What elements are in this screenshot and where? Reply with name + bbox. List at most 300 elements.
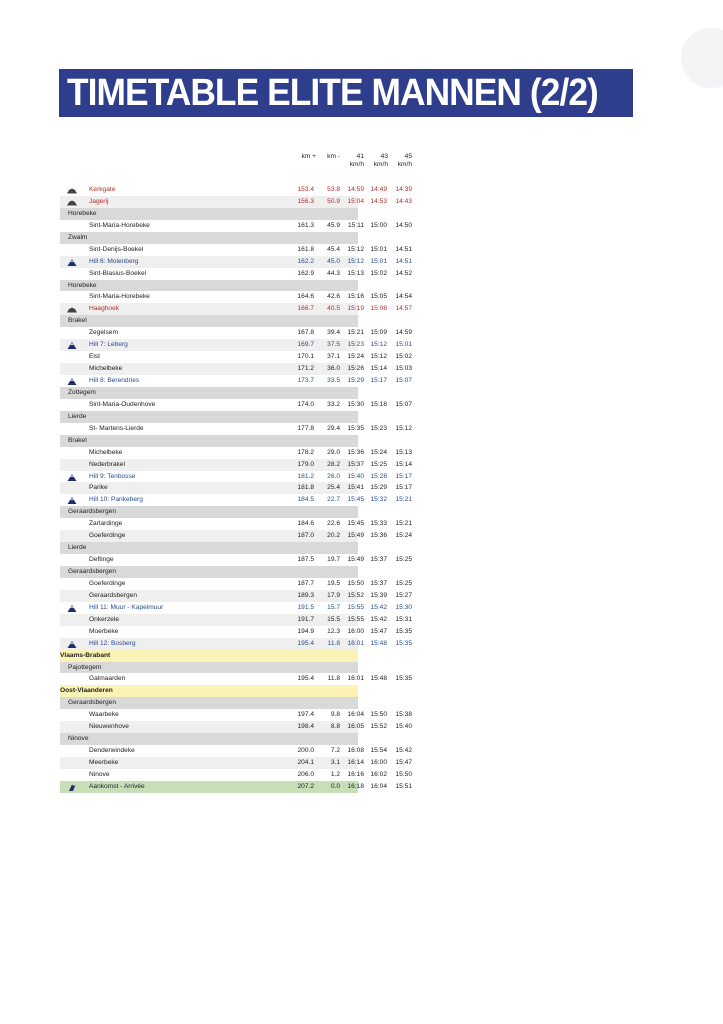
- location-name: Hill 8: Berendries: [89, 377, 140, 384]
- time-43kmh-cell: 15:39: [370, 591, 387, 599]
- km-minus-cell: 33.5: [327, 377, 340, 384]
- section-name: Oost-Vlaanderen: [60, 687, 113, 695]
- timetable-row: [60, 196, 412, 208]
- time-43kmh-cell: 15:48: [370, 639, 387, 647]
- timetable-row: [60, 351, 412, 363]
- time-45kmh-cell: 15:21: [395, 520, 412, 528]
- km-plus-cell: 191.5: [297, 603, 314, 611]
- time-45kmh-cell: 14:54: [395, 293, 412, 301]
- section-name: Vlaams-Brabant: [60, 651, 111, 659]
- timetable-row: [60, 471, 412, 483]
- km-plus-cell: 187.7: [297, 579, 314, 587]
- time-43kmh-cell: 15:47: [370, 627, 387, 635]
- time-43kmh-cell: 16:02: [370, 770, 387, 778]
- page-title: TIMETABLE ELITE MANNEN (2/2): [67, 71, 598, 114]
- timetable-row: [60, 494, 412, 506]
- hill-climb-icon: [67, 342, 77, 349]
- time-43kmh-cell: 15:17: [370, 377, 387, 384]
- km-plus-cell: 181.8: [297, 484, 314, 492]
- corner-decoration: [681, 28, 723, 88]
- time-43kmh-cell: 15:01: [370, 257, 387, 265]
- km-plus-cell: 187.0: [297, 532, 314, 540]
- time-45kmh-cell: 15:25: [395, 579, 412, 587]
- km-minus-cell: 45.4: [327, 245, 340, 253]
- time-41kmh-cell: 16:18: [347, 782, 364, 790]
- hill-climb-icon: [67, 497, 77, 504]
- time-41kmh-cell: 15:41: [347, 484, 364, 492]
- column-header-43kmh: 43 km/h: [373, 153, 388, 168]
- municipality-section-row: [60, 662, 358, 674]
- time-45kmh-cell: 15:02: [395, 353, 412, 361]
- cobble-sector-icon: [67, 187, 77, 194]
- time-41kmh-cell: 15:55: [347, 603, 364, 611]
- location-name: Moerbeke: [89, 627, 119, 635]
- time-45kmh-cell: 15:21: [395, 496, 412, 504]
- time-41kmh-cell: 15:55: [347, 615, 364, 623]
- time-45kmh-cell: 15:01: [395, 341, 412, 349]
- km-plus-cell: 189.3: [297, 591, 314, 599]
- km-minus-cell: 53.8: [327, 186, 340, 193]
- timetable-row: [60, 303, 412, 315]
- title-banner: [59, 69, 633, 117]
- time-43kmh-cell: 15:18: [370, 400, 387, 408]
- location-name: Hill 12: Bosberg: [89, 639, 136, 647]
- km-plus-cell: 161.3: [297, 221, 314, 229]
- location-name: Hill 10: Parikeberg: [89, 496, 143, 504]
- time-41kmh-cell: 15:36: [347, 448, 364, 456]
- km-minus-cell: 22.7: [327, 496, 340, 504]
- km-plus-cell: 170.1: [297, 353, 314, 361]
- time-45kmh-cell: 15:03: [395, 365, 412, 373]
- municipality-section-row: [60, 315, 358, 327]
- time-41kmh-cell: 15:12: [347, 245, 364, 253]
- municipality-section-row: [60, 208, 358, 220]
- hill-climb-icon: [67, 474, 77, 481]
- km-plus-cell: 169.7: [297, 341, 314, 349]
- location-name: Nieuwenhove: [89, 723, 129, 731]
- location-name: Hill 11: Muur - Kapelmuur: [89, 603, 164, 611]
- time-43kmh-cell: 15:05: [370, 293, 387, 301]
- timetable-row: [60, 578, 412, 590]
- timetable-body: [60, 184, 412, 793]
- time-41kmh-cell: 16:00: [347, 627, 364, 635]
- finish-row: [60, 781, 412, 793]
- municipality-section-row: [60, 280, 358, 292]
- municipality-section-row: [60, 506, 358, 518]
- finish-flag-icon: [67, 784, 77, 791]
- km-minus-cell: 20.2: [327, 532, 340, 540]
- km-minus-cell: 9.8: [330, 711, 340, 719]
- km-minus-cell: 28.2: [327, 460, 340, 468]
- km-plus-cell: 198.4: [297, 723, 314, 731]
- section-name: Pajottegem: [68, 663, 102, 671]
- timetable-row: [60, 423, 412, 435]
- time-43kmh-cell: 15:01: [370, 245, 387, 253]
- timetable-row: [60, 614, 412, 626]
- timetable-row: [60, 518, 412, 530]
- time-45kmh-cell: 15:25: [395, 556, 412, 564]
- time-41kmh-cell: 15:11: [347, 221, 364, 229]
- time-43kmh-cell: 15:50: [370, 711, 387, 719]
- time-41kmh-cell: 15:49: [347, 556, 364, 564]
- section-name: Brakel: [68, 317, 87, 325]
- time-43kmh-cell: 15:29: [370, 484, 387, 492]
- timetable-row: [60, 339, 412, 351]
- section-name: Ninove: [68, 735, 89, 743]
- municipality-section-row: [60, 411, 358, 423]
- time-45kmh-cell: 15:47: [395, 759, 412, 766]
- km-plus-cell: 167.8: [297, 329, 314, 337]
- km-plus-cell: 200.0: [297, 747, 314, 755]
- km-minus-cell: 25.4: [327, 484, 340, 492]
- location-name: Goeferdinge: [89, 579, 126, 587]
- time-45kmh-cell: 15:30: [395, 603, 412, 611]
- time-45kmh-cell: 15:42: [395, 747, 412, 755]
- location-name: Denderwindeke: [89, 747, 135, 755]
- time-45kmh-cell: 14:51: [395, 245, 412, 253]
- timetable-row: [60, 291, 412, 303]
- km-plus-cell: 187.5: [297, 556, 314, 564]
- timetable-row: [60, 447, 412, 459]
- time-43kmh-cell: 15:00: [370, 221, 387, 229]
- location-name: Hill 7: Leberg: [89, 341, 128, 349]
- km-minus-cell: 0.0: [330, 782, 340, 790]
- time-41kmh-cell: 15:21: [347, 329, 364, 337]
- km-minus-cell: 44.3: [327, 269, 340, 277]
- location-name: Sint-Maria-Horebeke: [89, 221, 150, 229]
- time-41kmh-cell: 16:16: [347, 770, 364, 778]
- km-minus-cell: 19.5: [327, 579, 340, 587]
- km-plus-cell: 179.0: [297, 460, 314, 468]
- time-43kmh-cell: 15:12: [370, 341, 387, 349]
- location-name: Nederbrakel: [89, 460, 125, 468]
- time-41kmh-cell: 15:49: [347, 532, 364, 540]
- time-41kmh-cell: 16:08: [347, 747, 364, 755]
- km-minus-cell: 37.5: [327, 341, 340, 349]
- hill-climb-icon: [67, 641, 77, 648]
- km-minus-cell: 22.6: [327, 520, 340, 528]
- km-minus-cell: 50.9: [327, 197, 340, 205]
- timetable-row: [60, 757, 412, 769]
- timetable-row: [60, 530, 412, 542]
- location-name: Sint-Denijs-Boekel: [89, 245, 144, 253]
- time-41kmh-cell: 15:37: [347, 460, 364, 468]
- km-minus-cell: 15.7: [327, 603, 340, 611]
- column-header-41kmh: 41 km/h: [349, 153, 364, 168]
- location-name: Kerkgate: [89, 186, 116, 193]
- km-plus-cell: 194.9: [297, 627, 314, 635]
- location-name: St- Martens-Lierde: [89, 424, 144, 432]
- time-41kmh-cell: 15:19: [347, 305, 364, 313]
- timetable-row: [60, 375, 412, 387]
- section-name: Horebeke: [68, 209, 97, 217]
- km-plus-cell: 195.4: [297, 639, 314, 647]
- time-41kmh-cell: 16:01: [347, 639, 364, 647]
- km-minus-cell: 37.1: [327, 353, 340, 361]
- time-41kmh-cell: 15:45: [347, 520, 364, 528]
- time-43kmh-cell: 15:24: [370, 448, 387, 456]
- km-plus-cell: 178.2: [297, 448, 314, 456]
- time-43kmh-cell: 15:42: [370, 615, 387, 623]
- section-name: Brakel: [68, 436, 87, 444]
- timetable-row: [60, 184, 412, 196]
- location-name: Deftinge: [89, 556, 114, 564]
- timetable-row: [60, 769, 412, 781]
- km-minus-cell: 8.8: [330, 723, 340, 731]
- hill-climb-icon: [67, 378, 77, 385]
- section-name: Zottegem: [68, 388, 96, 396]
- km-plus-cell: 161.8: [297, 245, 314, 253]
- km-plus-cell: 181.2: [297, 472, 314, 480]
- km-minus-cell: 45.0: [327, 257, 340, 265]
- time-41kmh-cell: 15:23: [347, 341, 364, 349]
- time-41kmh-cell: 15:12: [347, 257, 364, 265]
- section-name: Horebeke: [68, 281, 97, 289]
- timetable-row: [60, 220, 412, 232]
- timetable-row: [60, 602, 412, 614]
- time-41kmh-cell: 15:16: [347, 293, 364, 301]
- time-43kmh-cell: 15:36: [370, 532, 387, 540]
- km-minus-cell: 29.4: [327, 424, 340, 432]
- location-name: Parike: [89, 484, 108, 492]
- time-43kmh-cell: 15:09: [370, 329, 387, 337]
- time-43kmh-cell: 15:42: [370, 603, 387, 611]
- cobble-sector-icon: [67, 306, 77, 313]
- location-name: Zegelsem: [89, 329, 118, 337]
- time-43kmh-cell: 15:28: [370, 472, 387, 480]
- timetable-row: [60, 268, 412, 280]
- timetable-row: [60, 745, 412, 757]
- km-minus-cell: 3.1: [330, 759, 340, 766]
- section-name: Geraardsbergen: [68, 568, 117, 575]
- time-45kmh-cell: 15:17: [395, 484, 412, 492]
- location-name: Michelbeke: [89, 448, 123, 456]
- km-plus-cell: 197.4: [297, 711, 314, 719]
- time-41kmh-cell: 15:45: [347, 496, 364, 504]
- time-45kmh-cell: 15:31: [395, 615, 412, 623]
- km-plus-cell: 166.7: [297, 305, 314, 313]
- time-41kmh-cell: 15:26: [347, 365, 364, 373]
- time-43kmh-cell: 15:37: [370, 556, 387, 564]
- km-minus-cell: 42.6: [327, 293, 340, 301]
- km-minus-cell: 11.8: [327, 675, 340, 683]
- km-plus-cell: 195.4: [297, 675, 314, 683]
- time-41kmh-cell: 15:04: [347, 197, 364, 205]
- km-minus-cell: 40.5: [327, 305, 340, 313]
- location-name: Waarbeke: [89, 711, 119, 719]
- time-45kmh-cell: 14:43: [395, 197, 412, 205]
- km-plus-cell: 173.7: [297, 377, 314, 384]
- km-plus-cell: 206.0: [297, 770, 314, 778]
- time-43kmh-cell: 15:12: [370, 353, 387, 361]
- location-name: Sint-Blasius-Boekel: [89, 269, 147, 277]
- time-41kmh-cell: 15:29: [347, 377, 364, 384]
- location-name: Haaghoek: [89, 305, 120, 313]
- time-43kmh-cell: 15:54: [370, 747, 387, 755]
- timetable-row: [60, 709, 412, 721]
- time-45kmh-cell: 15:14: [395, 460, 412, 468]
- column-header-45kmh: 45 km/h: [397, 153, 412, 168]
- time-41kmh-cell: 16:01: [347, 675, 364, 683]
- location-name: Jagerij: [89, 197, 109, 205]
- time-45kmh-cell: 15:24: [395, 532, 412, 540]
- hill-climb-icon: [67, 605, 77, 612]
- time-43kmh-cell: 15:02: [370, 269, 387, 277]
- location-name: Hill 6: Molenberg: [89, 257, 139, 265]
- time-43kmh-cell: 15:37: [370, 579, 387, 587]
- municipality-section-row: [60, 542, 358, 554]
- km-plus-cell: 162.2: [297, 257, 314, 265]
- location-name: Sint-Maria-Oudenhove: [89, 400, 156, 408]
- km-minus-cell: 26.0: [327, 472, 340, 480]
- location-name: Onkerzele: [89, 615, 120, 623]
- province-section-row: [60, 650, 358, 662]
- km-minus-cell: 29.0: [327, 448, 340, 456]
- km-minus-cell: 15.5: [327, 615, 340, 623]
- municipality-section-row: [60, 733, 358, 745]
- timetable-row: [60, 673, 412, 685]
- km-minus-cell: 39.4: [327, 329, 340, 337]
- time-43kmh-cell: 14:53: [370, 197, 387, 205]
- location-name: Geraardsbergen: [89, 591, 138, 599]
- km-plus-cell: 184.5: [297, 496, 314, 504]
- time-41kmh-cell: 15:24: [347, 353, 364, 361]
- time-45kmh-cell: 15:35: [395, 675, 412, 683]
- municipality-section-row: [60, 387, 358, 399]
- section-name: Lierde: [68, 544, 87, 552]
- km-minus-cell: 45.9: [327, 221, 340, 229]
- province-section-row: [60, 685, 358, 697]
- time-45kmh-cell: 14:50: [395, 221, 412, 229]
- time-45kmh-cell: 15:27: [395, 591, 412, 599]
- location-name: Meerbeke: [89, 759, 119, 766]
- time-45kmh-cell: 15:40: [395, 723, 412, 731]
- timetable: [60, 150, 412, 793]
- time-43kmh-cell: 16:04: [370, 782, 387, 790]
- km-plus-cell: 164.6: [297, 293, 314, 301]
- column-header-km-minus: km -: [327, 153, 340, 160]
- time-41kmh-cell: 15:50: [347, 579, 364, 587]
- km-minus-cell: 1.2: [330, 770, 340, 778]
- time-43kmh-cell: 15:08: [370, 305, 387, 313]
- timetable-row: [60, 554, 412, 566]
- time-43kmh-cell: 15:32: [370, 496, 387, 504]
- time-45kmh-cell: 15:51: [395, 782, 412, 790]
- timetable-row: [60, 721, 412, 733]
- time-41kmh-cell: 15:40: [347, 472, 364, 480]
- time-41kmh-cell: 14:59: [347, 186, 364, 193]
- time-43kmh-cell: 15:23: [370, 424, 387, 432]
- time-45kmh-cell: 15:12: [395, 424, 412, 432]
- km-plus-cell: 156.3: [297, 197, 314, 205]
- time-41kmh-cell: 15:13: [347, 269, 364, 277]
- km-minus-cell: 12.3: [327, 627, 340, 635]
- km-plus-cell: 184.6: [297, 520, 314, 528]
- time-43kmh-cell: 15:14: [370, 365, 387, 373]
- time-41kmh-cell: 16:14: [347, 759, 364, 766]
- km-plus-cell: 171.2: [297, 365, 314, 373]
- section-name: Zwalm: [68, 233, 88, 241]
- timetable-row: [60, 399, 412, 411]
- column-header-km-plus: km +: [301, 153, 316, 160]
- km-plus-cell: 174.0: [297, 400, 314, 408]
- timetable-row: [60, 256, 412, 268]
- timetable-row: [60, 590, 412, 602]
- location-name: Aankomst - Arrivée: [89, 782, 145, 790]
- km-minus-cell: 33.2: [327, 400, 340, 408]
- km-plus-cell: 153.4: [297, 186, 314, 193]
- section-name: Geraardsbergen: [68, 699, 117, 707]
- time-45kmh-cell: 15:50: [395, 770, 412, 778]
- timetable-row: [60, 363, 412, 375]
- time-45kmh-cell: 15:17: [395, 472, 412, 480]
- location-name: Elst: [89, 353, 100, 361]
- time-45kmh-cell: 14:57: [395, 305, 412, 313]
- time-45kmh-cell: 14:52: [395, 269, 412, 277]
- time-45kmh-cell: 15:38: [395, 711, 412, 719]
- timetable-row: [60, 244, 412, 256]
- location-name: Zarlardinge: [89, 520, 123, 528]
- km-plus-cell: 207.2: [297, 782, 314, 790]
- time-45kmh-cell: 15:35: [395, 627, 412, 635]
- time-45kmh-cell: 14:51: [395, 257, 412, 265]
- municipality-section-row: [60, 232, 358, 244]
- time-43kmh-cell: 16:00: [370, 759, 387, 766]
- location-name: Ninove: [89, 770, 110, 778]
- km-minus-cell: 19.7: [327, 556, 340, 564]
- timetable-row: [60, 482, 412, 494]
- location-name: Galmaarden: [89, 675, 126, 683]
- location-name: Goeferdinge: [89, 532, 126, 540]
- timetable-row: [60, 638, 412, 650]
- municipality-section-row: [60, 566, 358, 578]
- time-45kmh-cell: 15:07: [395, 377, 412, 384]
- time-45kmh-cell: 14:59: [395, 329, 412, 337]
- location-name: Sint-Maria-Horebeke: [89, 293, 150, 301]
- time-41kmh-cell: 15:35: [347, 424, 364, 432]
- time-43kmh-cell: 15:25: [370, 460, 387, 468]
- time-41kmh-cell: 16:05: [347, 723, 364, 731]
- municipality-section-row: [60, 697, 358, 709]
- section-name: Lierde: [68, 412, 87, 420]
- time-43kmh-cell: 14:49: [370, 186, 387, 193]
- section-name: Geraardsbergen: [68, 508, 117, 516]
- km-minus-cell: 7.2: [330, 747, 340, 755]
- km-minus-cell: 36.0: [327, 365, 340, 373]
- time-45kmh-cell: 14:39: [395, 186, 412, 193]
- km-plus-cell: 204.1: [297, 759, 314, 766]
- municipality-section-row: [60, 435, 358, 447]
- timetable-row: [60, 626, 412, 638]
- time-43kmh-cell: 15:52: [370, 723, 387, 731]
- time-43kmh-cell: 15:33: [370, 520, 387, 528]
- location-name: Hill 9: Tenbosse: [89, 472, 136, 480]
- timetable-row: [60, 459, 412, 471]
- km-plus-cell: 191.7: [297, 615, 314, 623]
- time-41kmh-cell: 15:52: [347, 591, 364, 599]
- time-45kmh-cell: 15:35: [395, 639, 412, 647]
- km-plus-cell: 162.9: [297, 269, 314, 277]
- timetable-row: [60, 327, 412, 339]
- km-minus-cell: 17.9: [327, 591, 340, 599]
- time-45kmh-cell: 15:13: [395, 448, 412, 456]
- column-header-row: [60, 150, 412, 178]
- cobble-sector-icon: [67, 199, 77, 206]
- time-41kmh-cell: 15:30: [347, 400, 364, 408]
- time-45kmh-cell: 15:07: [395, 400, 412, 408]
- km-minus-cell: 11.8: [327, 639, 340, 647]
- location-name: Michelbeke: [89, 365, 123, 373]
